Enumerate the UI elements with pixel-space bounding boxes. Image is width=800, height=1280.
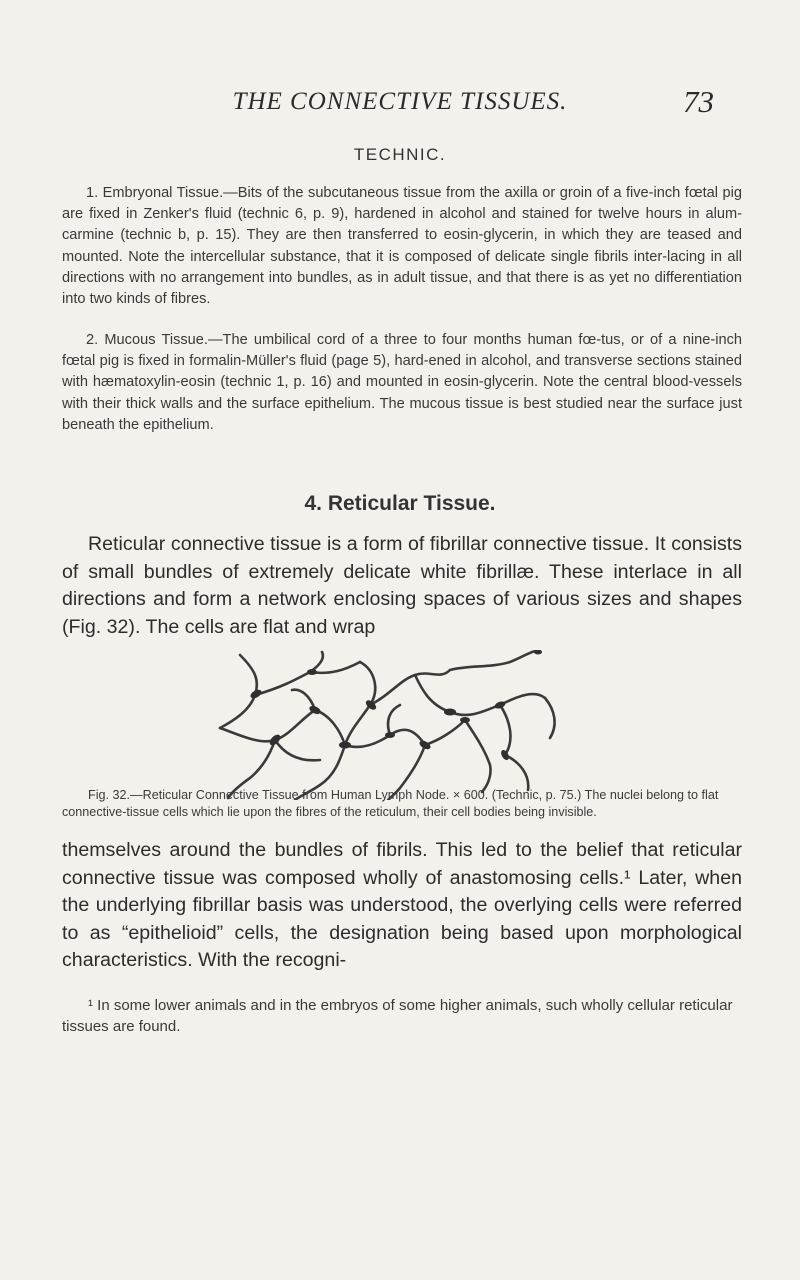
technic-item-mucous-tissue: 2. Mucous Tissue.—The umbilical cord of a three to four months human fœ-tus, or of a nine-inch fœtal pig is fixed in formalin-Müller's fluid (page 5), hard-ened in alcohol, and transverse sections stained with hæmatoxylin-eosin (technic 1, p. 16) and mounted in eosin-glycerin. Note the central blood-vessels with their thick walls and the surface epithelium. The mucous tissue is best studied near the surface just beneath the epithelium.	[62, 332, 742, 433]
footnote: ¹ In some lower animals and in the embryos of some higher animals, such wholly cellular reticular tissues are found.	[62, 997, 733, 1035]
section-heading: 4. Reticular Tissue.	[304, 492, 496, 515]
technic-item-embryonal-tissue: 1. Embryonal Tissue.—Bits of the subcutaneous tissue from the axilla or groin of a five-inch fœtal pig are fixed in Zenker's fluid (technic 6, p. 9), hardened in alcohol and stained for twelve hours in alum-carmine (technic b, p. 15). They are then transferred to eosin-glycerin, in which they are teased and mounted. Note the intercellular substance, that it is composed of delicate single fibrils inter-lacing in all directions with no arrangement into bundles, as in adult tissue, and that there is as yet no differentiation into two kinds of fibres.	[62, 185, 742, 308]
running-title: THE CONNECTIVE TISSUES.	[232, 88, 568, 115]
body-paragraph-2: themselves around the bundles of fibrils. This led to the belief that reticular connective tissue was composed wholly of anastomosing cells.¹ Later, when the underlying fibrillar basis was understood, the overlying cells were referred to as “epithelioid” cells, the designation being based upon morphological characteristics. With the recogni-	[62, 839, 742, 972]
technic-heading: TECHNIC.	[353, 145, 447, 164]
running-head	[0, 84, 800, 122]
figure-caption: Fig. 32.—Reticular Connective Tissue from Human Lymph Node. × 600. (Technic, p. 75.) The nuclei belong to flat connective-tissue cells which lie upon the fibres of the reticulum, their cell bodies being invisible.	[62, 788, 719, 819]
body-paragraph-1: Reticular connective tissue is a form of fibrillar connective tissue. It consists of small bundles of extremely delicate white fibrillæ. These interlace in all directions and form a network enclosing spaces of various sizes and shapes (Fig. 32). The cells are flat and wrap	[62, 533, 742, 638]
page-number: 73	[683, 84, 714, 119]
reticular-network-drawing	[200, 650, 600, 800]
